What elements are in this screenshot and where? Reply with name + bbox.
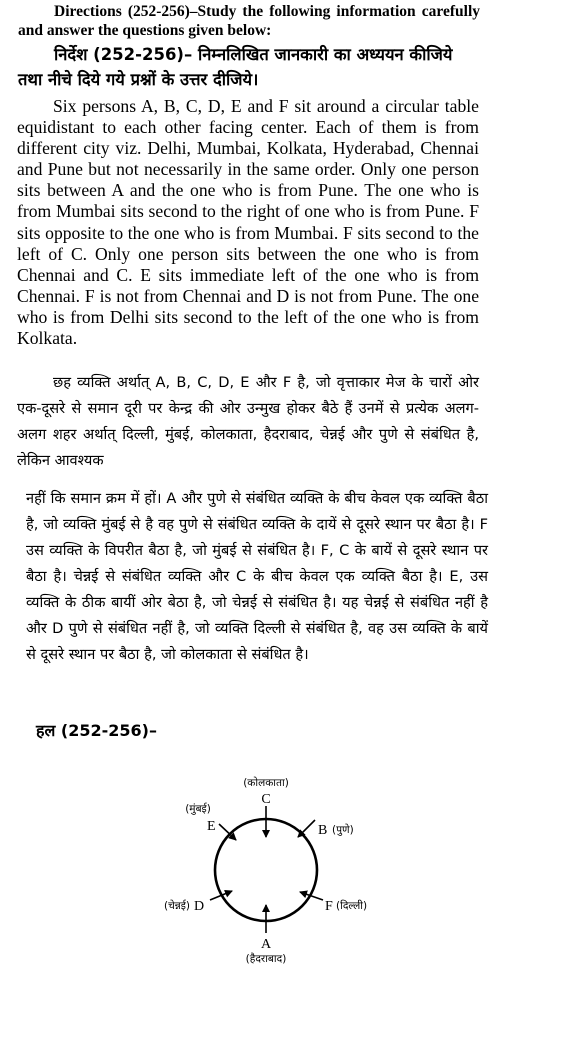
person-label-f: F (325, 899, 333, 914)
seating-arrangement-diagram (140, 768, 400, 968)
city-label-d: (चेन्नई) (163, 900, 190, 912)
person-label-b: B (318, 823, 328, 838)
person-label-c: C (261, 792, 271, 807)
directions-hindi: निर्देश (252-256)– निम्नलिखित जानकारी का अध्ययन कीजिये तथा नीचे दिये गये प्रश्नों के उत्तर दीजिये। (18, 45, 453, 89)
city-label-f: (दिल्ली) (336, 900, 368, 912)
city-label-e: (मुंबई) (185, 803, 211, 815)
solution-heading: हल (252-256)– (36, 721, 157, 740)
city-label-b: (पुणे) (332, 824, 354, 836)
person-label-a: A (260, 937, 272, 952)
puzzle-paragraph-hindi-part2: नहीं कि समान क्रम में हों। A और पुणे से संबंधित व्यक्ति के बीच केवल एक व्यक्ति बैठा है, जो व्यक्ति मुंबई से है वह पुणे से संबंधित व्यक्ति के दायें से दूसरे स्थान पर बैठा है। F उस व्यक्ति के विपरीत बैठा है, जो मुंबई से संबंधित है। F, C के बायें से दूसरे स्थान पर बैठा है। चेन्नई से संबंधित व्यक्ति और C के बीच केवल एक व्यक्ति बैठा है। E, उस व्यक्ति के ठीक बायीं ओर बेठा है, जो चेन्नई से संबंधित है। यह चेन्नई से संबंधित नहीं है और D पुणे से संबंधित नहीं है, जो व्यक्ति दिल्ली से संबंधित है, वह उस व्यक्ति के बायें से दूसरे स्थान पर बैठा है, जो कोलकाता से संबंधित है। (26, 490, 488, 663)
puzzle-paragraph-english: Six persons A, B, C, D, E and F sit around a circular table equidistant to each other facing center. Each of them is from different city viz. Delhi, Mumbai, Kolkata, Hyderabad, Chennai and Pune but not necessarily in the same order. Only one person sits between A and the one who is from Pune. The one who is from Mumbai sits second to the right of one who is from Pune. F sits opposite to the one who is from Mumbai. F sits second to the left of C. Only one person sits between the one who is from Chennai and C. E sits immediate left of the one who is from Chennai. F is not from Chennai and D is not from Pune. The one who is from Delhi sits second to the left of the one who is from Kolkata. (17, 96, 479, 349)
puzzle-paragraph-hindi-part1: छह व्यक्ति अर्थात् A, B, C, D, E और F है, जो वृत्ताकार मेज के चारों ओर एक-दूसरे से समान दूरी पर केन्द्र की ओर उन्मुख होकर बैठे हैं उनमें से प्रत्येक अलग-अलग शहर अर्थात् दिल्ली, मुंबई, कोलकाता, हैदराबाद, चेन्नई और पुणे से संबंधित है, लेकिन आवश्यक (17, 374, 479, 469)
arrow-b (298, 820, 315, 837)
city-label-a: (हैदराबाद) (245, 953, 287, 965)
person-label-d: D (194, 899, 205, 914)
city-label-c: (कोलकाता) (243, 777, 289, 789)
directions-english: Directions (252-256)–Study the following information carefully and answer the questions given below: (18, 3, 480, 39)
person-label-e: E (207, 819, 216, 834)
